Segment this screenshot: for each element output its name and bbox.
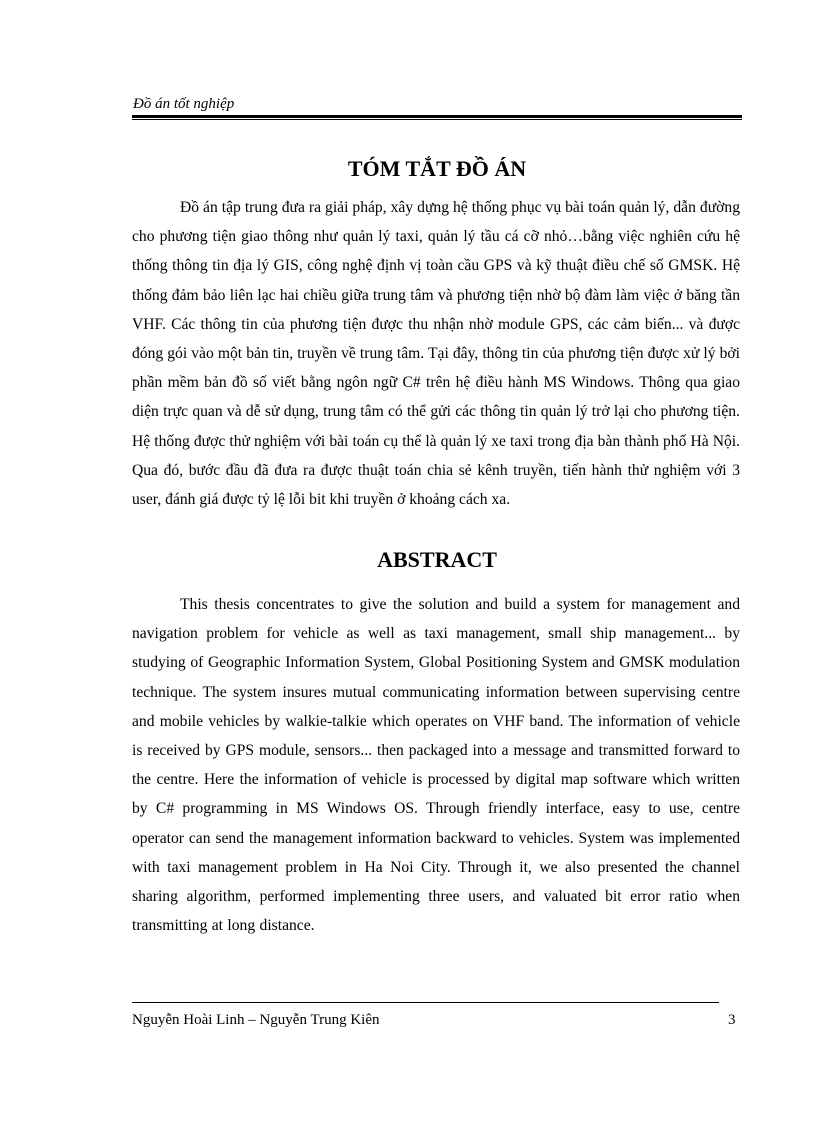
footer-divider (132, 1002, 719, 1003)
summary-title: TÓM TẮT ĐỒ ÁN (347, 156, 527, 181)
summary-paragraph: Đồ án tập trung đưa ra giải pháp, xây dựng hệ thống phục vụ bài toán quản lý, dẫn đường cho phương tiện giao thông như quản lý taxi, quản lý tầu cá cỡ nhỏ…bằng việc nghiên cứu hệ thống thông tin địa lý GIS, công nghệ định vị toàn cầu GPS và kỹ thuật điều chế số GMSK. Hệ thống đảm bảo liên lạc hai chiều giữa trung tâm và phương tiện nhờ bộ đàm làm việc ở băng tần VHF. Các thông tin của phương tiện được thu nhận nhờ module GPS, các cảm biến... và được đóng gói vào một bản tin, truyền về trung tâm. Tại đây, thông tin của phương tiện được xử lý bởi phần mềm bản đồ số viết bằng ngôn ngữ C# trên hệ điều hành MS Windows. Thông qua giao diện trực quan và dễ sử dụng, trung tâm có thể gửi các thông tin quản lý trở lại cho phương tiện. Hệ thống được thử nghiệm với bài toán cụ thể là quản lý xe taxi trong địa bàn thành phố Hà Nội. Qua đó, bước đầu đã đưa ra được thuật toán chia sẻ kênh truyền, tiến hành thử nghiệm với 3 user, đánh giá được tỷ lệ lỗi bit khi truyền ở khoảng cách xa. (132, 199, 740, 509)
page-header (132, 95, 742, 118)
header-divider (132, 115, 742, 118)
page-number: 3 (728, 1012, 736, 1028)
abstract-paragraph: This thesis concentrates to give the solution and build a system for management and navigation problem for vehicle as well as taxi management, small ship management... by studying of Geographic Information System, Global Positioning System and GMSK modulation technique. The system insures mutual communicating information between supervising centre and mobile vehicles by walkie-talkie which operates on VHF band. The information of vehicle is received by GPS module, sensors... then packaged into a message and transmitted forward to the centre. Here the information of vehicle is processed by digital map software which written by C# programming in MS Windows OS. Through friendly interface, easy to use, centre operator can send the management information backward to vehicles. System was implemented with taxi management problem in Ha Noi City. Through it, we also presented the channel sharing algorithm, performed implementing three users, and valuated bit error ratio when transmitting at long distance. (132, 596, 740, 935)
abstract-title: ABSTRACT (377, 547, 497, 572)
footer-authors: Nguyễn Hoài Linh – Nguyễn Trung Kiên (132, 1012, 380, 1028)
header-title: Đồ án tốt nghiệp (133, 96, 235, 112)
